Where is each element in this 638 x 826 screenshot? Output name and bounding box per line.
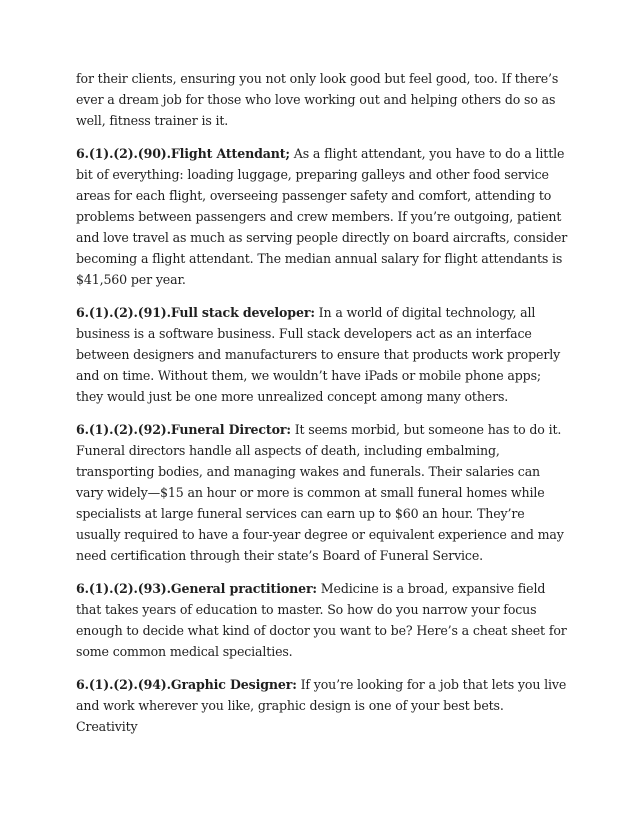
entry-heading: 6.(1).(2).(93).General practitioner: xyxy=(76,581,317,596)
entry-heading: 6.(1).(2).(92).Funeral Director: xyxy=(76,422,291,437)
entry-general-practitioner xyxy=(76,578,568,662)
entry-heading: 6.(1).(2).(91).Full stack developer: xyxy=(76,305,315,320)
intro-paragraph: for their clients, ensuring you not only look good but feel good, too. If there’s ever a dream job for those who love working out and helping others do so as well, fitness trainer is it. xyxy=(76,71,559,128)
entry-text: It seems morbid, but someone has to do it. Funeral directors handle all aspects of death, including embalming, transporting bodies, and managing wakes and funerals. Their salaries can vary widely—$15 an hour or more is common at small funeral homes while specialists at large funeral services can earn up to $60 an hour. They’re usually required to have a four-year degree or equivalent experience and may need certification through their state’s Board of Funeral Service. xyxy=(76,422,564,563)
entry-text: In a world of digital technology, all business is a software business. Full stack developers act as an interface between designers and manufacturers to ensure that products work properly and on time. Without them, we wouldn’t have iPads or mobile phone apps; they would just be one more unrealized concept among many others. xyxy=(76,305,561,404)
entry-heading: 6.(1).(2).(94).Graphic Designer: xyxy=(76,677,297,692)
entry-funeral-director xyxy=(76,419,568,566)
entry-heading: 6.(1).(2).(90).Flight Attendant; xyxy=(76,146,290,161)
entry-flight-attendant xyxy=(76,143,568,290)
entry-text: As a flight attendant, you have to do a little bit of everything: loading luggage, preparing galleys and other food service areas for each flight, overseeing passenger safety and comfort, attending to problems between passengers and crew members. If you’re outgoing, patient and love travel as much as serving people directly on board aircrafts, consider becoming a flight attendant. The median annual salary for flight attendants is $41,560 per year. xyxy=(76,146,568,287)
entry-text: Medicine is a broad, expansive field that takes years of education to master. So how do you narrow your focus enough to decide what kind of doctor you want to be? Here’s a cheat sheet for some common medical specialties. xyxy=(76,581,567,659)
document-page xyxy=(76,68,568,749)
entry-text: If you’re looking for a job that lets you live and work wherever you like, graphic design is one of your best bets. Creativity xyxy=(76,677,567,734)
entry-graphic-designer xyxy=(76,674,568,737)
entry-full-stack-developer xyxy=(76,302,568,407)
